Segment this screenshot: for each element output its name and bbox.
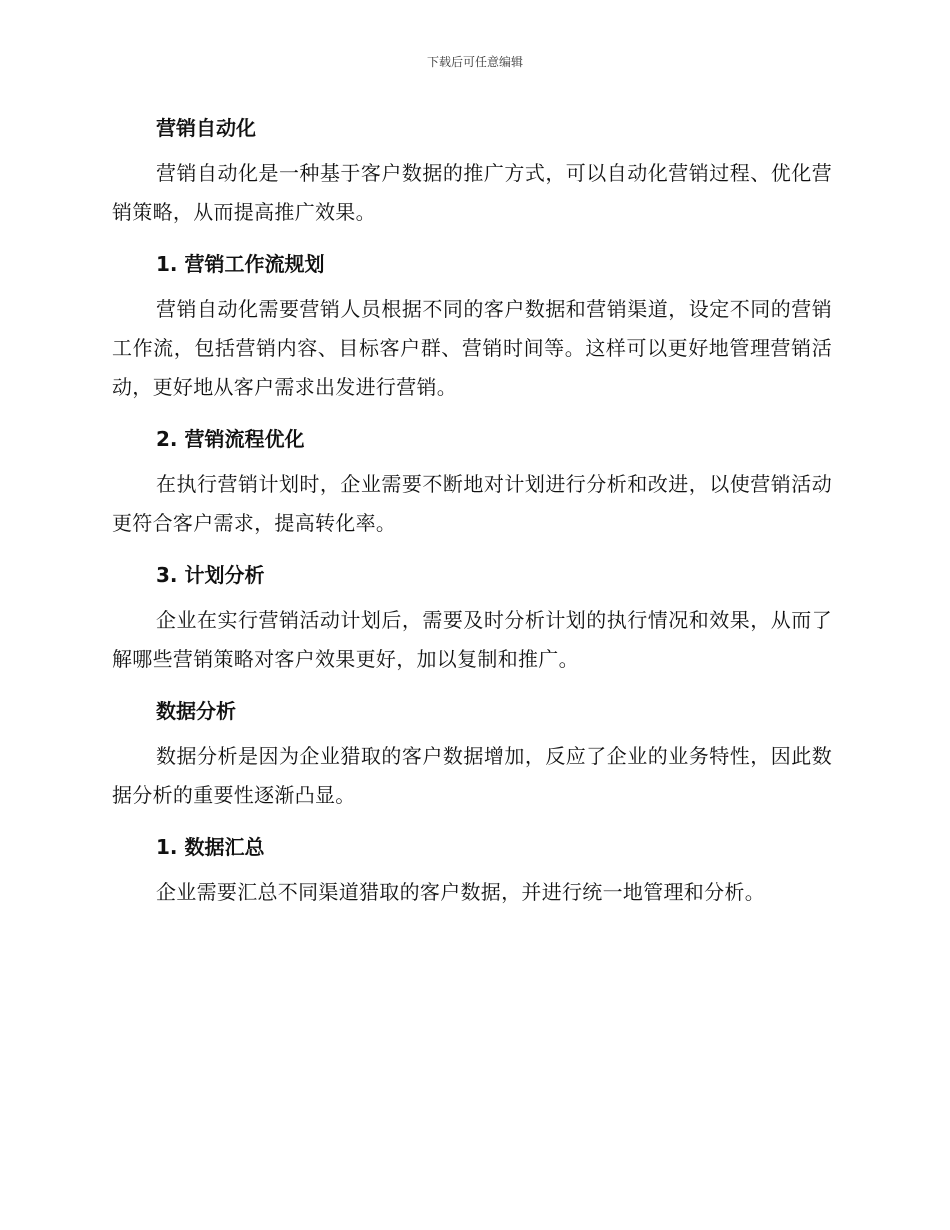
paragraph-process-optimization: 在执行营销计划时，企业需要不断地对计划进行分析和改进，以使营销活动更符合客户需求，提高转化率。 — [112, 472, 832, 535]
paragraph-data-summary: 企业需要汇总不同渠道猎取的客户数据，并进行统一地管理和分析。 — [156, 880, 765, 904]
subheading-data-summary: 1. 数据汇总 — [156, 835, 265, 859]
paragraph-marketing-automation: 营销自动化是一种基于客户数据的推广方式，可以自动化营销过程、优化营销策略，从而提高推广效果。 — [112, 161, 832, 224]
paragraph-data-analysis: 数据分析是因为企业猎取的客户数据增加，反应了企业的业务特性，因此数据分析的重要性逐渐凸显。 — [112, 744, 832, 807]
section-heading-data-analysis: 数据分析 — [156, 699, 236, 723]
section-heading-marketing-automation: 营销自动化 — [156, 116, 256, 140]
paragraph-workflow-planning: 营销自动化需要营销人员根据不同的客户数据和营销渠道，设定不同的营销工作流，包括营销内容、目标客户群、营销时间等。这样可以更好地管理营销活动，更好地从客户需求出发进行营销。 — [112, 297, 832, 399]
subheading-process-optimization: 2. 营销流程优化 — [156, 427, 305, 451]
subheading-workflow-planning: 1. 营销工作流规划 — [156, 252, 325, 276]
paragraph-plan-analysis: 企业在实行营销活动计划后，需要及时分析计划的执行情况和效果，从而了解哪些营销策略对客户效果更好，加以复制和推广。 — [112, 608, 832, 671]
document-body — [112, 112, 832, 912]
subheading-plan-analysis: 3. 计划分析 — [156, 563, 265, 587]
page-header: 下载后可任意编辑 — [426, 55, 523, 69]
